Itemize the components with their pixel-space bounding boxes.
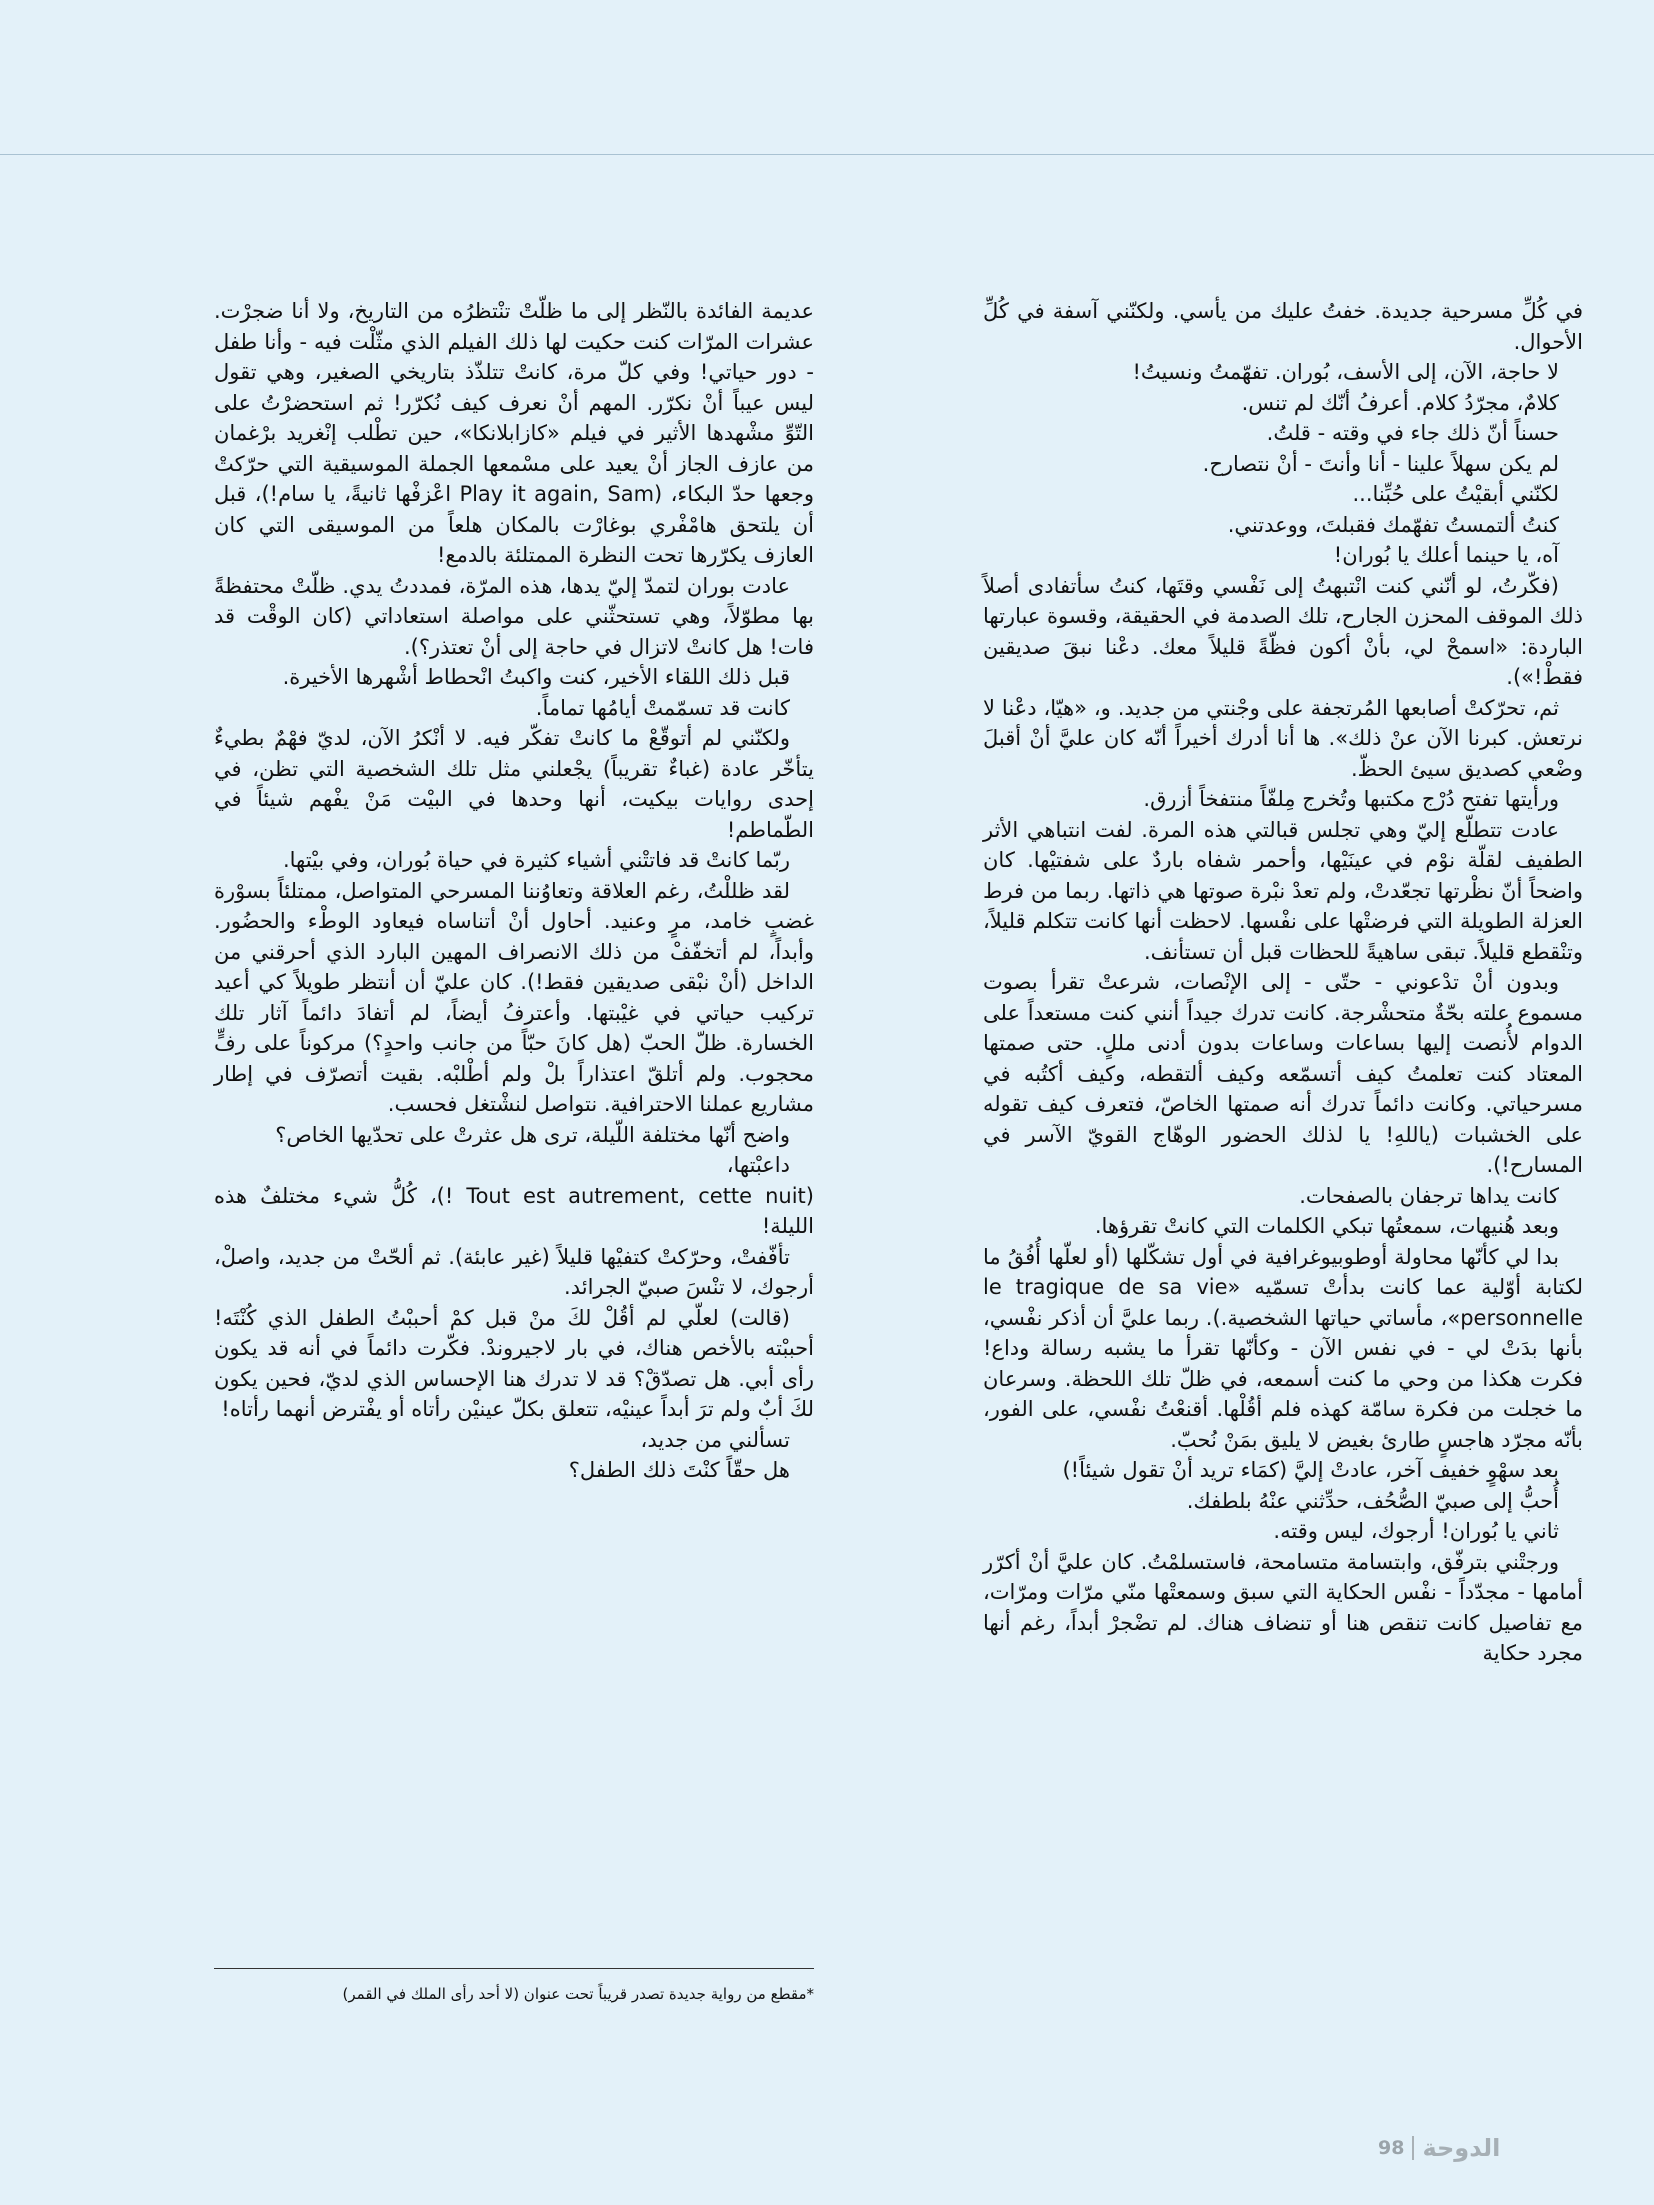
paragraph: وبعد هُنيهات، سمعتُها تبكي الكلمات التي كانتْ تقرؤها. bbox=[1094, 1214, 1559, 1238]
paragraph: تسألني من جديد، bbox=[640, 1427, 790, 1452]
paragraph: قبل ذلك اللقاء الأخير، كنت واكبتُ انْحطاط أشْهرها الأخيرة. bbox=[282, 665, 790, 689]
paragraph: (فكّرتُ، لو أنّني كنت انْتبهتُ إلى نَفْسي وقتَها، كنتُ سأتفادى أصلاً ذلك الموقف المحزن الجارح، تلك الصدمة في الحقيقة، وقسوة عبارتها الباردة: «اسمحْ لي، بأنْ أكون فظّةً قليلاً معك. دعْنا نبقَ صديقين فقطْ!»). bbox=[983, 573, 1583, 689]
paragraph: ثاني يا بُوران! أرجوك، ليس وقته. bbox=[1273, 1519, 1559, 1543]
paragraph: (قالت) لعلّي لم أقُلْ لكَ منْ قبل كمْ أحببْتُ الطفل الذي كُنْتَه! أحببْته بالأخص هناك، في بار لاجيروندْ. فكّرت دائماً في أنه قد يكون رأى أبي. هل تصدّقْ؟ قد لا تدرك هنا الإحساس الذي لديّ، فحين يكون لكَ أبٌ ولم ترَ أبداً عينيْه، تتعلق بكلّ عينيْن رأتاه أو يفْترض أنهما رأتاه! bbox=[214, 1305, 814, 1421]
paragraph: داعبْتها، bbox=[726, 1153, 790, 1177]
paragraph: ورجتْني بترفّق، وابتسامة متسامحة، فاستسلمْتُ. كان عليَّ أنْ أكرّر أمامها - مجدّداً - نفْس الحكاية التي سبق وسمعتْها منّي مرّات ومرّات، مع تفاصيل كانت تنقص هنا أو تنضاف هناك. لم تضْجرْ أبداً، رغم أنها مجرد حكاية bbox=[983, 1549, 1583, 1665]
page-footer bbox=[1378, 2130, 1500, 2166]
footnote: *مقطع من رواية جديدة تصدر قريباً تحت عنوان (لا أحد رأى الملك في القمر) bbox=[342, 1985, 814, 2003]
text-column-right bbox=[983, 296, 1583, 1669]
paragraph: واضح أنّها مختلفة اللّيلة، ترى هل عثرتْ على تحدّيها الخاص؟ bbox=[275, 1122, 790, 1147]
paragraph: كانت يداها ترجفان بالصفحات. bbox=[1299, 1183, 1559, 1208]
paragraph: كنتُ ألتمستُ تفهّمك فقبلتَ، ووعدتني. bbox=[1227, 512, 1559, 537]
paragraph: هل حقّاً كنْتَ ذلك الطفل؟ bbox=[568, 1458, 790, 1482]
paragraph: كانت قد تسمّمتْ أيامُها تماماً. bbox=[535, 695, 790, 720]
paragraph: حسناً أنّ ذلك جاء في وقته - قلتُ. bbox=[1266, 421, 1559, 445]
paragraph: ثم، تحرّكتْ أصابعها المُرتجفة على وجْنتي من جديد. و، «هيّا، دعْنا لا نرتعش. كبرنا الآن عنْ ذلك». ها أنا أدرك أخيراً أنّه كان عليَّ أنْ أقبلَ وضْعي كصديق سيئ الحظّ. bbox=[983, 695, 1583, 781]
paragraph: في كُلِّ مسرحية جديدة. خفتُ عليك من يأسي. ولكنّني آسفة في كُلِّ الأحوال. bbox=[983, 299, 1583, 354]
paragraph: لكنّني أبقيْتُ على حُبِّنا... bbox=[1352, 482, 1559, 506]
paragraph: ولكنّني لم أتوقّعْ ما كانتْ تفكّر فيه. لا أنْكرُ الآن، لديّ فهْمٌ بطيءٌ يتأخّر عادة (غباءٌ تقريباً) يجْعلني مثل تلك الشخصية التي تظن، في إحدى روايات بيكيت، أنها وحدها في البيْت مَنْ يفْهم شيئاً في الطّماطم! bbox=[214, 726, 814, 842]
magazine-logo: الدوحة bbox=[1422, 2134, 1501, 2162]
paragraph: بعد سهْوٍ خفيف آخر، عادتْ إليَّ (كمَاء تريد أنْ تقول شيئاً!) bbox=[1062, 1458, 1559, 1482]
paragraph: ربّما كانتْ قد فاتتْني أشياء كثيرة في حياة بُوران، وفي بيْتها. bbox=[282, 848, 790, 872]
paragraph: لا حاجة، الآن، إلى الأسف، بُوران. تفهّمتُ ونسيتُ! bbox=[1132, 360, 1559, 384]
page-number: 98 bbox=[1378, 2137, 1405, 2159]
paragraph: لقد ظللْتُ، رغم العلاقة وتعاوُننا المسرحي المتواصل، ممتلئاً بسوْرة غضبٍ خامد، مرٍ وعنيد. أحاول أنْ أتناساه فيعاود الوطْء والحضُور. وأبداً، لم أتخفّفْ من ذلك الانصراف المهين البارد الذي أحرقني من الداخل (أنْ نبْقى صديقين فقط!). كان عليّ أن أنتظر طويلاً كي أعيد تركيب حياتي في غيْبتها. وأعترفُ أيضاً، لم أتفادَ دائماً آثار تلك الخسارة. ظلّ الحبّ (هل كانَ حبّاً من جانب واحدٍ؟) مركوناً على رفٍّ محجوب. ولم أتلقّ اعتذاراً بلْ ولم أطْلبْه. بقيت أتصرّف في إطار مشاريع عملنا الاحترافية. نتواصل لنشْتغل فحسب. bbox=[214, 878, 814, 1116]
footer-divider bbox=[1412, 2136, 1414, 2160]
paragraph: ورأيتها تفتح دُرْج مكتبها وتُخرج مِلفّاً منتفخاً أزرق. bbox=[1143, 787, 1559, 811]
paragraph: عادت تتطلّع إليّ وهي تجلس قبالتي هذه المرة. لفت انتباهي الأثر الطفيف لقلّة نوْم في عينَيْها، وأحمر شفاه باردٌ على شفتيْها. كان واضحاً أنّ نظْرتها تجعّدتْ، ولم تعدْ نبْرة صوتها هي ذاتها. ربما من فرط العزلة الطويلة التي فرضتْها على نفْسها. لاحظت أنها كانت تتكلم قليلاً، وتنْقطع قليلاً. تبقى ساهيةً للحظات قبل أن تستأنف. bbox=[983, 817, 1583, 964]
paragraph: عديمة الفائدة بالنّظر إلى ما ظلّتْ تنْتظرُه من التاريخ، ولا أنا ضجرْت. عشرات المرّات كنت حكيت لها ذلك الفيلم الذي مثّلْت فيه - وأنا طفل - دور حياتي! وفي كلّ مرة، كانتْ تتلذّذ بتاريخي الصغير، وهي تقول ليس عيباً أنْ نكرّر. المهم أنْ نعرف كيف نُكرّر! ثم استحضرْتُ على التّوِّ مشْهدها الأثير في فيلم «كازابلانكا»، حين تطْلب إنْغريد برْغمان من عازف الجاز أنْ يعيد على مسْمعها الجملة الموسيقية التي حرّكتْ وجعها حدّ البكاء، (Play it again, Sam اعْزفْها ثانيةً، يا سام!)، قبل أن يلتحق هامْفْري بوغارْت بالمكان هلعاً من الموسيقى التي كان العازف يكرّرها تحت النظرة الممتلئة بالدمع! bbox=[214, 299, 814, 567]
text-column-left bbox=[214, 296, 814, 1486]
paragraph: لم يكن سهلاً علينا - أنا وأنتَ - أنْ نتصارح. bbox=[1202, 451, 1559, 476]
paragraph: وبدون أنْ تدْعوني - حتّى - إلى الإنْصات، شرعتْ تقرأ بصوت مسموع علته بحّةٌ متحشْرجة. كانت تدرك جيداً أنني كنت مستعداً على الدوام لأُنصت إليها بساعات وساعات بدون أدنى مللٍ. حتى صمتها المعتاد كنت تعلمتُ كيف أتسمّعه وكيف ألتقطه، وكيف أكتُبه في مسرحياتي. وكانت دائماً تدرك أنه صمتها الخاصّ، فتعرف كيف تقوله على الخشبات (ياللهِ! يا لذلك الحضور الوهّاج القويّ الآسر في المسارح!). bbox=[983, 970, 1583, 1177]
paragraph: آه، يا حينما أعلك يا بُوران! bbox=[1333, 543, 1559, 567]
paragraph: تأفّفتْ، وحرّكتْ كتفيْها قليلاً (غير عابئة). ثم ألحّتْ من جديد، واصلْ، أرجوك، لا تنْسَ صبيّ الجرائد. bbox=[214, 1244, 814, 1299]
footnote-divider bbox=[214, 1968, 814, 1969]
header-divider bbox=[0, 154, 1654, 155]
paragraph: بدا لي كأنّها محاولة أوطوبيوغرافية في أول تشكّلها (أو لعلّها أُفُقُ ما لكتابة أوّلية عما كانت بدأتْ تسمّيه «le tragique de sa vie personnelle»، مأساتي حياتها الشخصية.). ربما عليَّ أن أذكر نفْسي، بأنها بدَتْ لي - في نفس الآن - وكأنّها تقرأ ما يشبه رسالة وداع! فكرت هكذا من وحي ما كنت أسمعه، في ظلّ تلك اللحظة. وسرعان ما خجلت من فكرة سامّة كهذه فلم أقُلْها. أقنعْتُ نفْسي، على الفور، بأنّه مجرّد هاجسٍ طارئ بغيض لا يليق بمَنْ نُحبّ. bbox=[983, 1244, 1583, 1452]
paragraph: أُحبُّ إلى صبيّ الصُّحُف، حدِّثني عنْهُ بلطفك. bbox=[1186, 1488, 1559, 1513]
paragraph: كلامٌ، مجرّدُ كلام. أعرفُ أنّك لم تنس. bbox=[1241, 390, 1559, 415]
paragraph: عادت بوران لتمدّ إليّ يدها، هذه المرّة، فمددتُ يدي. ظلّتْ محتفظةً بها مطوّلاً، وهي تستحثّني على مواصلة استعاداتي (كان الوقْت قد فات! هل كانتْ لاتزال في حاجة إلى أنْ تعتذر؟). bbox=[214, 573, 814, 659]
paragraph: (Tout est autrement, cette nuit !)، كُلُّ شيء مختلفٌ هذه الليلة! bbox=[214, 1183, 814, 1238]
